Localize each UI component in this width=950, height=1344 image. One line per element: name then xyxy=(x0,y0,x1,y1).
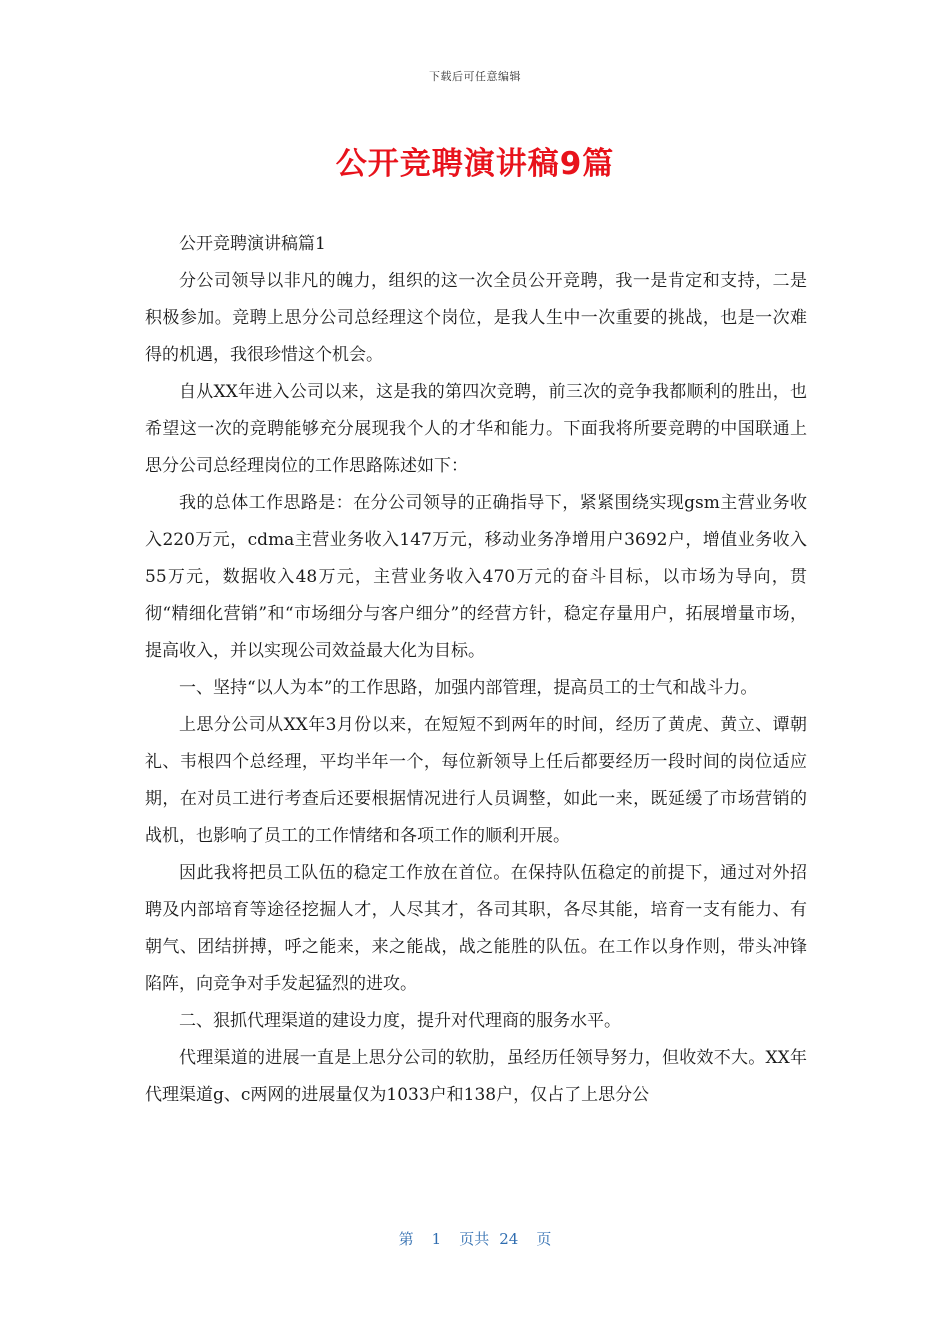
body-paragraph: 自从XX年进入公司以来，这是我的第四次竞聘，前三次的竞争我都顺利的胜出，也希望这一次的竞聘能够充分展现我个人的才华和能力。下面我将所要竞聘的中国联通上思分公司总经理岗位的工作思路陈述如下： xyxy=(145,382,807,476)
body-paragraph: 我的总体工作思路是：在分公司领导的正确指导下，紧紧围绕实现gsm主营业务收入220万元，cdma主营业务收入147万元，移动业务净增用户3692户，增值业务收入55万元，数据收入48万元，主营业务收入470万元的奋斗目标，以市场为导向，贯彻“精细化营销”和“市场细分与客户细分”的经营方针，稳定存量用户，拓展增量市场，提高收入，并以实现公司效益最大化为目标。 xyxy=(145,493,807,661)
body-paragraph: 二、狠抓代理渠道的建设力度，提升对代理商的服务水平。 xyxy=(179,1011,621,1031)
footer-suffix: 页 xyxy=(536,1230,552,1248)
footer-middle: 页共 xyxy=(459,1230,490,1248)
total-page-number: 24 xyxy=(499,1230,519,1248)
body-paragraph: 一、坚持“以人为本”的工作思路，加强内部管理，提高员工的士气和战斗力。 xyxy=(179,678,758,698)
body-paragraph: 因此我将把员工队伍的稳定工作放在首位。在保持队伍稳定的前提下，通过对外招聘及内部培育等途径挖掘人才，人尽其才，各司其职，各尽其能，培育一支有能力、有朝气、团结拼搏，呼之能来，来之能战，战之能胜的队伍。在工作以身作则，带头冲锋陷阵，向竞争对手发起猛烈的进攻。 xyxy=(145,863,807,994)
header-note: 下载后可任意编辑 xyxy=(429,70,521,83)
document-title: 公开竞聘演讲稿9篇 xyxy=(335,146,615,182)
section-heading: 公开竞聘演讲稿篇1 xyxy=(179,234,326,254)
footer-prefix: 第 xyxy=(398,1230,414,1248)
page-footer xyxy=(0,1228,950,1249)
body-paragraph: 分公司领导以非凡的魄力，组织的这一次全员公开竞聘，我一是肯定和支持，二是积极参加。竞聘上思分公司总经理这个岗位，是我人生中一次重要的挑战，也是一次难得的机遇，我很珍惜这个机会。 xyxy=(145,271,807,365)
body-paragraph: 代理渠道的进展一直是上思分公司的软肋，虽经历任领导努力，但收效不大。XX年代理渠道g、c两网的进展量仅为1033户和138户，仅占了上思分公 xyxy=(145,1048,807,1105)
document-body xyxy=(145,226,807,1114)
body-paragraph: 上思分公司从XX年3月份以来，在短短不到两年的时间，经历了黄虎、黄立、谭朝礼、韦根四个总经理，平均半年一个，每位新领导上任后都要经历一段时间的岗位适应期，在对员工进行考查后还要根据情况进行人员调整，如此一来，既延缓了市场营销的战机，也影响了员工的工作情绪和各项工作的顺利开展。 xyxy=(145,715,807,846)
current-page-number: 1 xyxy=(431,1230,442,1248)
